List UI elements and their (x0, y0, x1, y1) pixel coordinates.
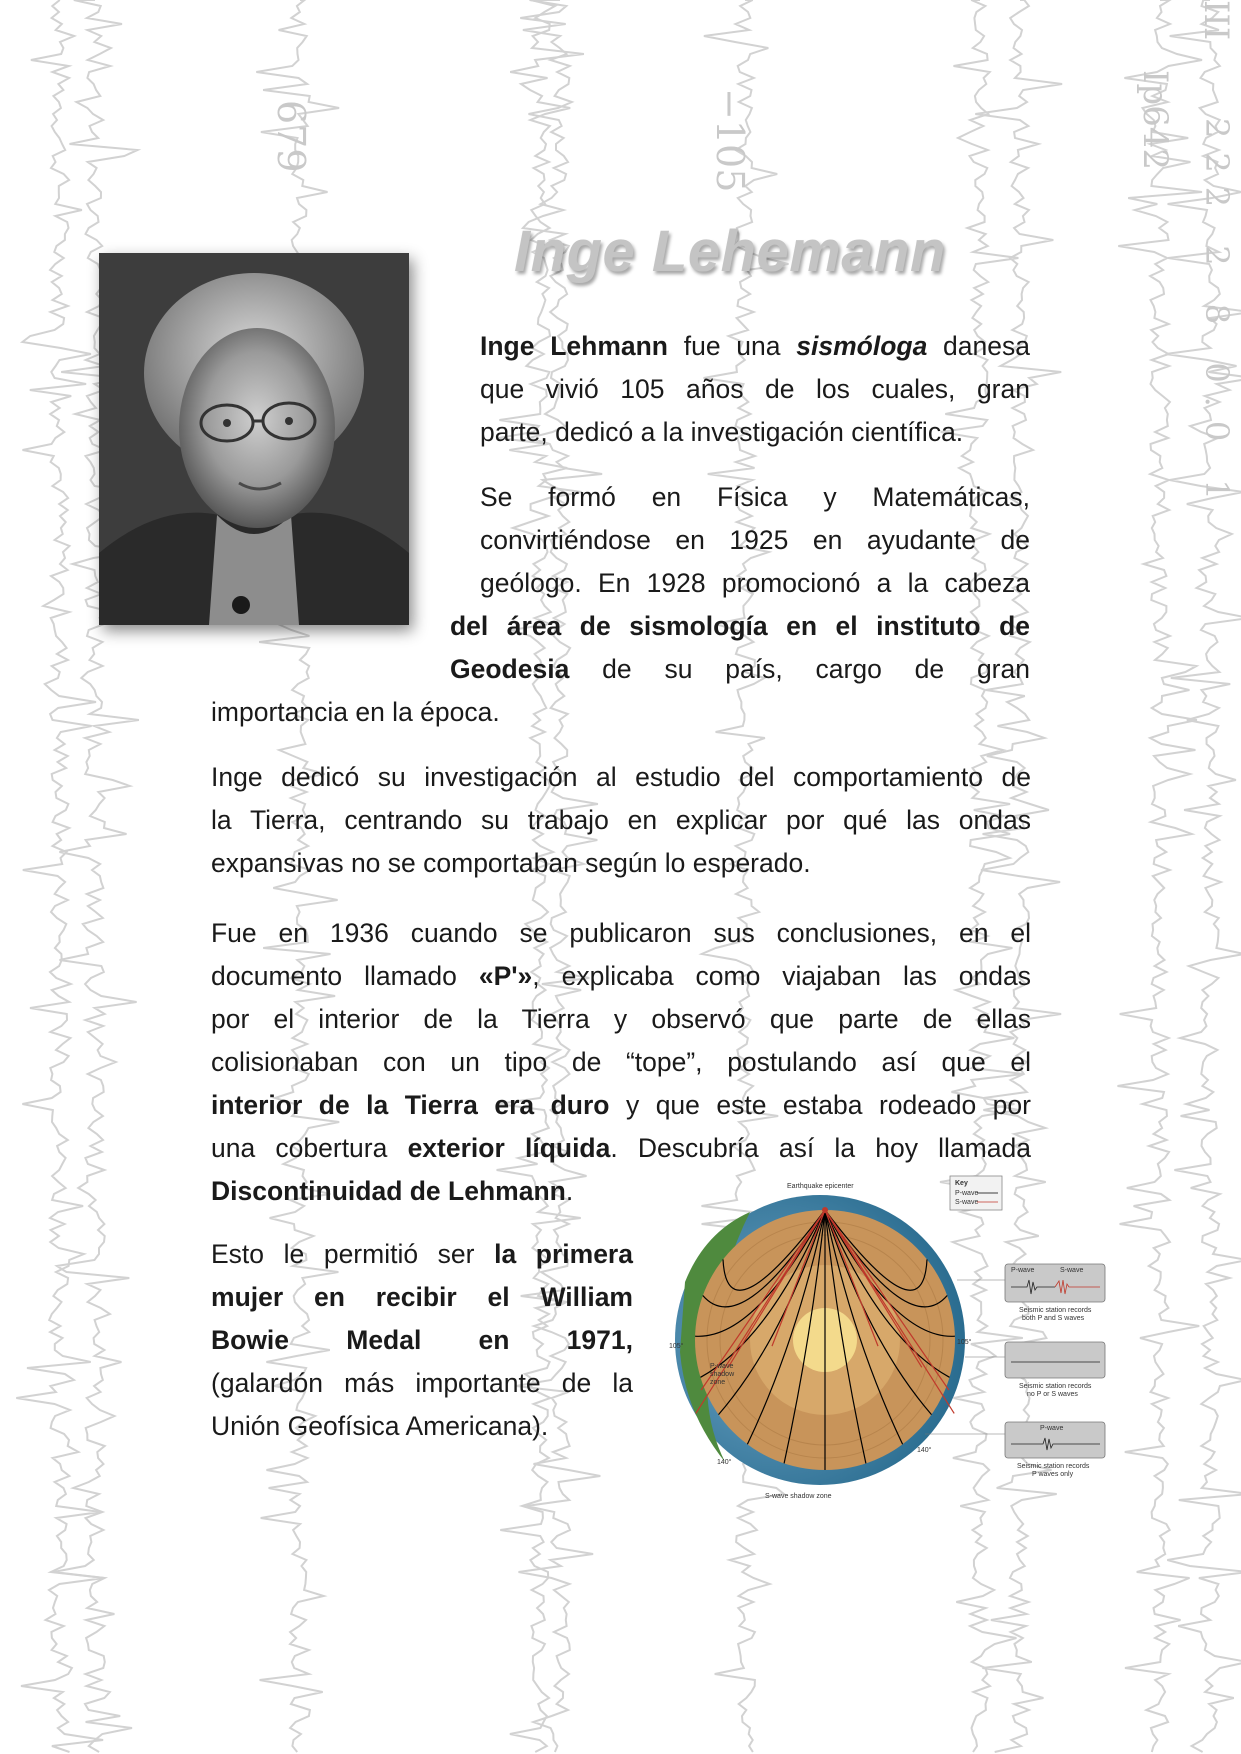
paragraph-research (211, 756, 1031, 885)
name-bold: Inge Lehmann (480, 331, 668, 361)
seismogram-trace (1118, 0, 1203, 1752)
station-3-caption-1: Seismic station records (1017, 1463, 1090, 1470)
discovery-line-6-a: una cobertura (211, 1133, 408, 1163)
exterior-liquida-bold: exterior líquida (407, 1133, 611, 1163)
discontinuidad-bold: Discontinuidad de Lehmann (211, 1176, 566, 1206)
epicenter-label: Earthquake epicenter (787, 1183, 854, 1190)
background-number-105: −105 (708, 88, 752, 193)
education-line-3: geólogo. En 1928 promocionó a la cabeza (480, 568, 1030, 598)
education-bold-area: del área de sismología en el instituto de (450, 611, 1030, 641)
sismologa-bold-italic: sismóloga (796, 331, 928, 361)
paragraph-education-bold-lines (450, 605, 1030, 691)
earth-seismic-wave-diagram (655, 1172, 1125, 1502)
station-1-caption-1: Seismic station records (1019, 1307, 1092, 1314)
key-title: Key (955, 1180, 968, 1187)
station-1-p-label: P-wave (1011, 1267, 1035, 1274)
s-shadow-label: S-wave shadow zone (765, 1493, 832, 1500)
award-line-3-bold: Bowie Medal en 1971, (211, 1325, 633, 1355)
award-line-4: (galardón más importante de la (211, 1368, 633, 1398)
station-3 (1005, 1422, 1105, 1478)
education-line-5-rest: de su país, cargo de gran (569, 654, 1030, 684)
education-line-2: convirtiéndose en 1925 en ayudante de (480, 525, 1030, 555)
discovery-line-2 (211, 955, 1031, 998)
discovery-line-1: Fue en 1936 cuando se publicaron sus conclusiones, en el (211, 918, 1031, 948)
paragraph-intro (480, 325, 1030, 454)
key-s-label: S-wave (955, 1199, 979, 1206)
portrait-photo (99, 253, 409, 625)
station-2-caption-2: no P or S waves (1027, 1391, 1078, 1398)
interior-duro-bold: interior de la Tierra era duro (211, 1090, 610, 1120)
diagram-key (950, 1176, 1002, 1210)
award-line-2 (211, 1276, 633, 1319)
award-line-1-bold: la primera (494, 1239, 633, 1269)
background-number-679: 679 (269, 100, 313, 173)
discovery-line-3: por el interior de la Tierra y observó que parte de ellas (211, 1004, 1031, 1034)
deg-105-right: 105° (957, 1339, 972, 1346)
station-1 (1005, 1264, 1105, 1322)
discovery-line-5-rest: y que este estaba rodeado por (609, 1090, 1031, 1120)
p-shadow-label-1: P-wave (710, 1363, 734, 1370)
deg-140-right: 140° (917, 1447, 932, 1454)
discovery-line-2-b: , explicaba como viajaban las ondas (532, 961, 1031, 991)
award-line-3 (211, 1319, 633, 1362)
deg-140-left: 140° (717, 1459, 732, 1466)
key-p-label: P-wave (955, 1190, 979, 1197)
education-line-1: Se formó en Física y Matemáticas, (480, 482, 1030, 512)
education-line-5 (450, 648, 1030, 691)
paragraph-award (211, 1233, 633, 1448)
discovery-line-6-b: . Descubría así la hoy llamada (610, 1133, 1031, 1163)
research-line-2: la Tierra, centrando su trabajo en explicar por qué las ondas (211, 805, 1031, 835)
p-shadow-label-2: shadow (710, 1371, 735, 1378)
station-2 (1005, 1342, 1105, 1398)
intro-line-2: que vivió 105 años de los cuales, gran (480, 374, 1030, 404)
research-line-1: Inge dedicó su investigación al estudio del comportamiento de (211, 762, 1031, 792)
background-number-ip642: Ip642 (1135, 70, 1175, 171)
discovery-line-2-a: documento llamado (211, 961, 479, 991)
intro-line-3: parte, dedicó a la investigación científica. (480, 417, 964, 447)
station-3-caption-2: P waves only (1032, 1471, 1074, 1478)
intro-text-1: fue una (668, 331, 797, 361)
station-1-s-label: S-wave (1060, 1267, 1084, 1274)
station-1-caption-2: both P and S waves (1022, 1315, 1085, 1322)
paragraph-education-lines (480, 476, 1030, 605)
p-shadow-label-3: zone (710, 1379, 726, 1386)
education-line-4 (450, 605, 1030, 648)
paragraph-discovery (211, 912, 1031, 1213)
intro-text-2: danesa (927, 331, 1030, 361)
education-bold-geodesia: Geodesia (450, 654, 570, 684)
discovery-line-7-rest: . (565, 1176, 574, 1206)
education-line-6: importancia en la época. (211, 697, 500, 727)
epicenter-marker (822, 1207, 828, 1213)
award-line-1 (211, 1233, 633, 1276)
station-2-caption-1: Seismic station records (1019, 1383, 1092, 1390)
award-line-5: Unión Geofísica Americana). (211, 1411, 549, 1441)
document-p-prime: «P'» (478, 961, 533, 991)
intro-line-1 (480, 325, 1030, 368)
page-title: Inge Lehemann (514, 219, 946, 284)
background-number-series: 222 2 8 0.0 1 (1198, 118, 1236, 514)
paragraph-education-end (211, 691, 1031, 734)
research-line-3: expansivas no se comportaban según lo esperado. (211, 848, 811, 878)
discovery-line-4: colisionaban con un tipo de “tope”, postulando así que el (211, 1047, 1031, 1077)
discovery-line-6 (211, 1127, 1031, 1170)
award-line-2-bold: mujer en recibir el William (211, 1282, 633, 1312)
background-number-iii: III (1196, 0, 1236, 41)
award-line-1-a: Esto le permitió ser (211, 1239, 495, 1269)
seismogram-trace (16, 0, 104, 1752)
station-3-p-label: P-wave (1040, 1425, 1064, 1432)
discovery-line-5 (211, 1084, 1031, 1127)
deg-105-left: 105° (669, 1343, 684, 1350)
